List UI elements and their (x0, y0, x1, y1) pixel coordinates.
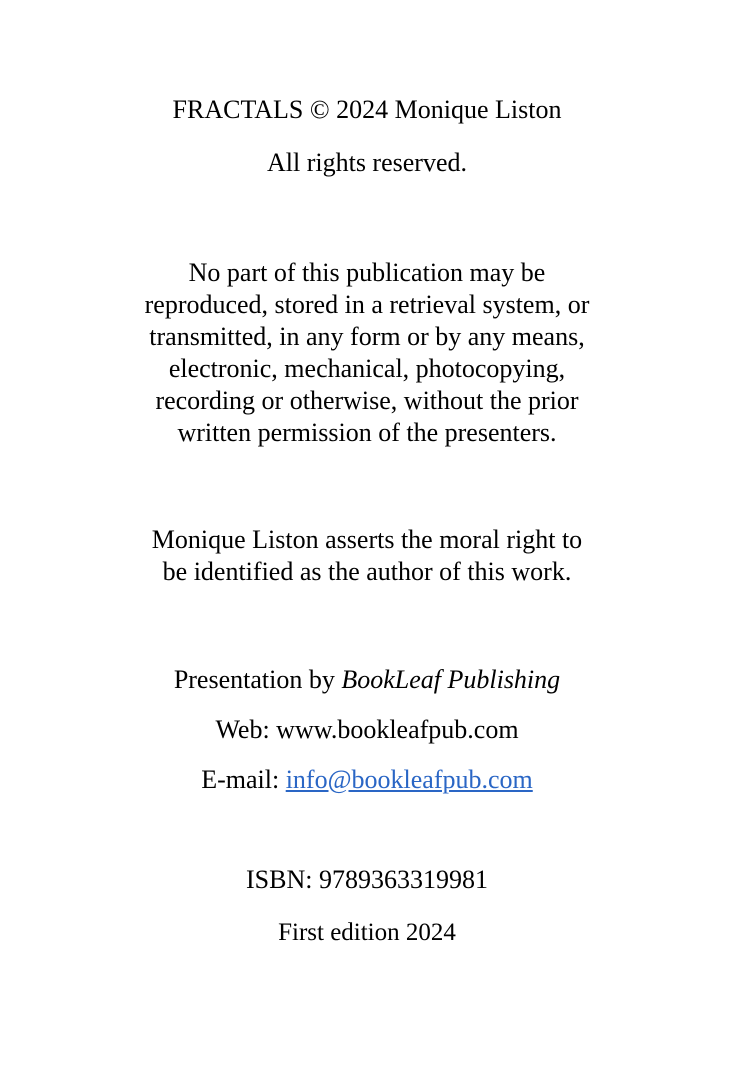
email-prefix: E-mail: (201, 765, 286, 794)
publisher-name: BookLeaf Publishing (341, 665, 561, 694)
moral-right-line: be identified as the author of this work. (162, 557, 572, 586)
first-edition-line: First edition 2024 (278, 919, 456, 946)
notice-line: electronic, mechanical, photocopying, (168, 354, 566, 383)
presentation-line (0, 665, 734, 695)
notice-line: reproduced, stored in a retrieval system, or (144, 290, 590, 319)
email-link[interactable]: info@bookleafpub.com (285, 765, 533, 794)
isbn-line: ISBN: 9789363319981 (246, 865, 488, 894)
notice-line: written permission of the presenters. (177, 418, 557, 447)
notice-line: transmitted, in any form or by any means, (149, 322, 585, 351)
moral-right-line: Monique Liston asserts the moral right to (151, 525, 583, 554)
rights-reserved-line: All rights reserved. (266, 148, 467, 177)
email-line (0, 765, 734, 795)
notice-line: No part of this publication may be (188, 258, 546, 287)
reproduction-notice (100, 257, 634, 449)
notice-line: recording or otherwise, without the prior (155, 386, 579, 415)
title-copyright-line: FRACTALS © 2024 Monique Liston (172, 95, 562, 124)
moral-right-statement (100, 524, 634, 588)
web-line: Web: www.bookleafpub.com (215, 715, 519, 744)
presentation-prefix: Presentation by (173, 665, 342, 694)
